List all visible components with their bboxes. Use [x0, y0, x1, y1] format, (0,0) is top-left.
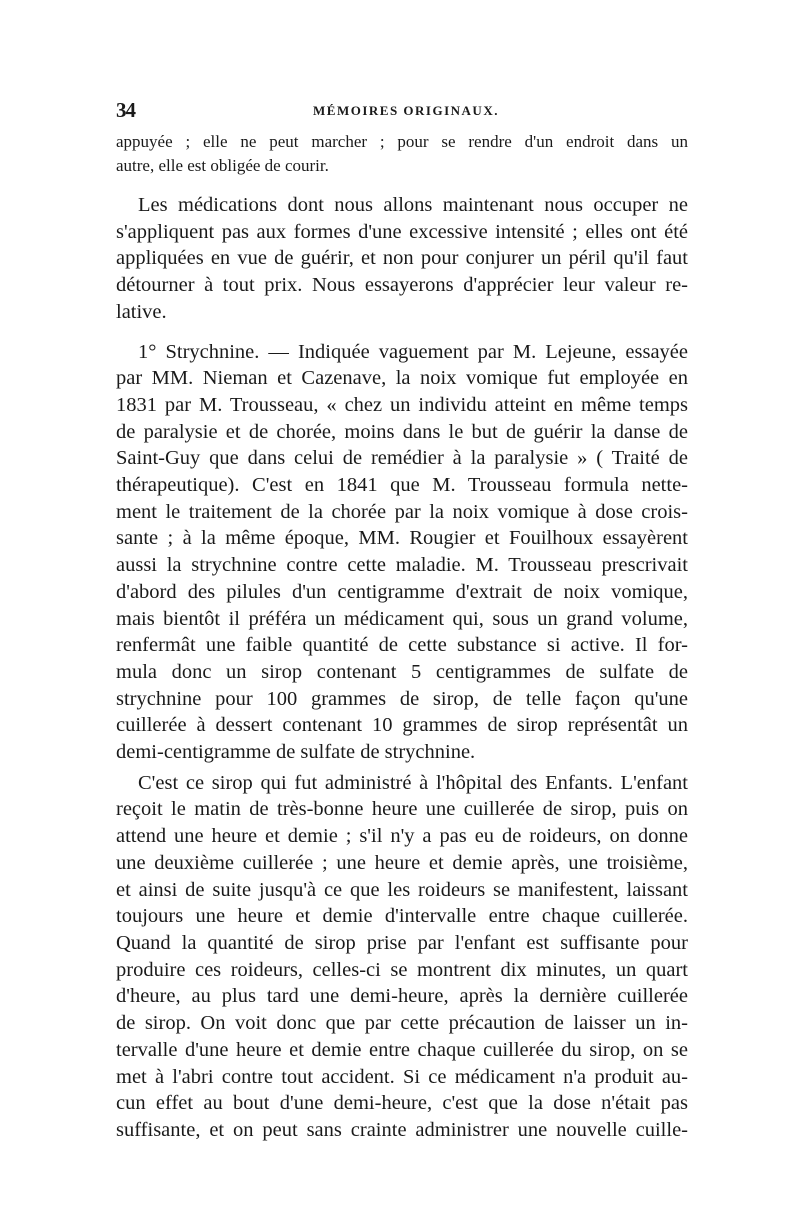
text-line: renfermât une faible quantité de cette substance si active. Il for- — [116, 634, 688, 657]
running-head: MÉMOIRES ORIGINAUX. — [313, 103, 499, 118]
text-line: produire ces roideurs, celles-ci se montrent dix minutes, un quart — [116, 958, 688, 981]
text-line: demi-centigramme de sulfate de strychnine. — [116, 741, 476, 764]
page-number: 34 — [116, 98, 135, 122]
text-line: détourner à tout prix. Nous essayerons d'apprécier leur valeur re- — [116, 274, 688, 297]
text-line: C'est ce sirop qui fut administré à l'hôpital des Enfants. L'enfant — [138, 771, 688, 794]
text-line: tervalle d'une heure et demie entre chaque cuillerée du sirop, on se — [116, 1038, 688, 1061]
paragraph-strychnine — [116, 339, 688, 766]
text-line: d'heure, au plus tard une demi-heure, après la dernière cuillerée — [116, 985, 688, 1008]
intro-paragraph — [116, 130, 688, 178]
text-line: aussi la strychnine contre cette maladie. M. Trousseau prescrivait — [116, 554, 688, 577]
paragraph-medications — [116, 192, 688, 326]
text-line: Saint-Guy que dans celui de remédier à la paralysie » ( Traité de — [116, 447, 688, 470]
text-line: reçoit le matin de très-bonne heure une cuillerée de sirop, puis on — [116, 798, 688, 821]
text-line: autre, elle est obligée de courir. — [116, 156, 329, 175]
body-text — [116, 130, 688, 1144]
text-line: 1831 par M. Trousseau, « chez un individu atteint en même temps — [116, 393, 688, 416]
text-line: Les médications dont nous allons maintenant nous occuper ne — [138, 194, 688, 216]
text-line: toujours une heure et demie d'intervalle entre chaque cuillerée. — [116, 905, 688, 928]
text-line: cun effet au bout d'une demi-heure, c'est que la dose n'était pas — [116, 1092, 688, 1115]
text-line: une deuxième cuillerée ; une heure et demie après, une troisième, — [116, 851, 688, 874]
text-line: sante ; à la même époque, MM. Rougier et Fouilhoux essayèrent — [116, 527, 688, 550]
text-line: de paralysie et de chorée, moins dans le but de guérir la danse de — [116, 420, 688, 443]
text-line: Quand la quantité de sirop prise par l'enfant est suffisante pour — [116, 931, 688, 954]
paragraph-syrup — [116, 770, 688, 1144]
text-line: strychnine pour 100 grammes de sirop, de telle façon qu'une — [116, 687, 688, 710]
text-line: met à l'abri contre tout accident. Si ce médicament n'a produit au- — [116, 1065, 688, 1088]
text-line: mula donc un sirop contenant 5 centigrammes de sulfate de — [116, 660, 688, 683]
text-line: 1° Strychnine. — Indiquée vaguement par M. Lejeune, essayée — [138, 340, 688, 363]
text-line: d'abord des pilules d'un centigramme d'extrait de noix vomique, — [116, 580, 688, 603]
text-line: de sirop. On voit donc que par cette précaution de laisser un in- — [116, 1012, 688, 1035]
text-line: attend une heure et demie ; s'il n'y a pas eu de roideurs, on donne — [116, 825, 688, 848]
page-header — [116, 98, 688, 128]
text-line: s'appliquent pas aux formes d'une excessive intensité ; elles ont été — [116, 220, 688, 243]
text-line: par MM. Nieman et Cazenave, la noix vomique fut employée en — [116, 367, 688, 390]
text-line: ment le traitement de la chorée par la noix vomique à dose crois- — [116, 500, 688, 523]
text-line: thérapeutique). C'est en 1841 que M. Trousseau formula nette- — [116, 474, 688, 497]
text-line: et ainsi de suite jusqu'à ce que les roideurs se manifestent, laissant — [116, 878, 688, 901]
text-line: appuyée ; elle ne peut marcher ; pour se rendre d'un endroit dans un — [116, 132, 688, 151]
text-line: appliquées en vue de guérir, et non pour conjurer un péril qu'il faut — [116, 247, 688, 270]
text-line: lative. — [116, 300, 167, 323]
text-line: suffisante, et on peut sans crainte administrer une nouvelle cuille- — [116, 1118, 688, 1141]
text-line: cuillerée à dessert contenant 10 grammes de sirop représentât un — [116, 714, 688, 737]
text-line: mais bientôt il préféra un médicament qui, sous un grand volume, — [116, 607, 688, 630]
